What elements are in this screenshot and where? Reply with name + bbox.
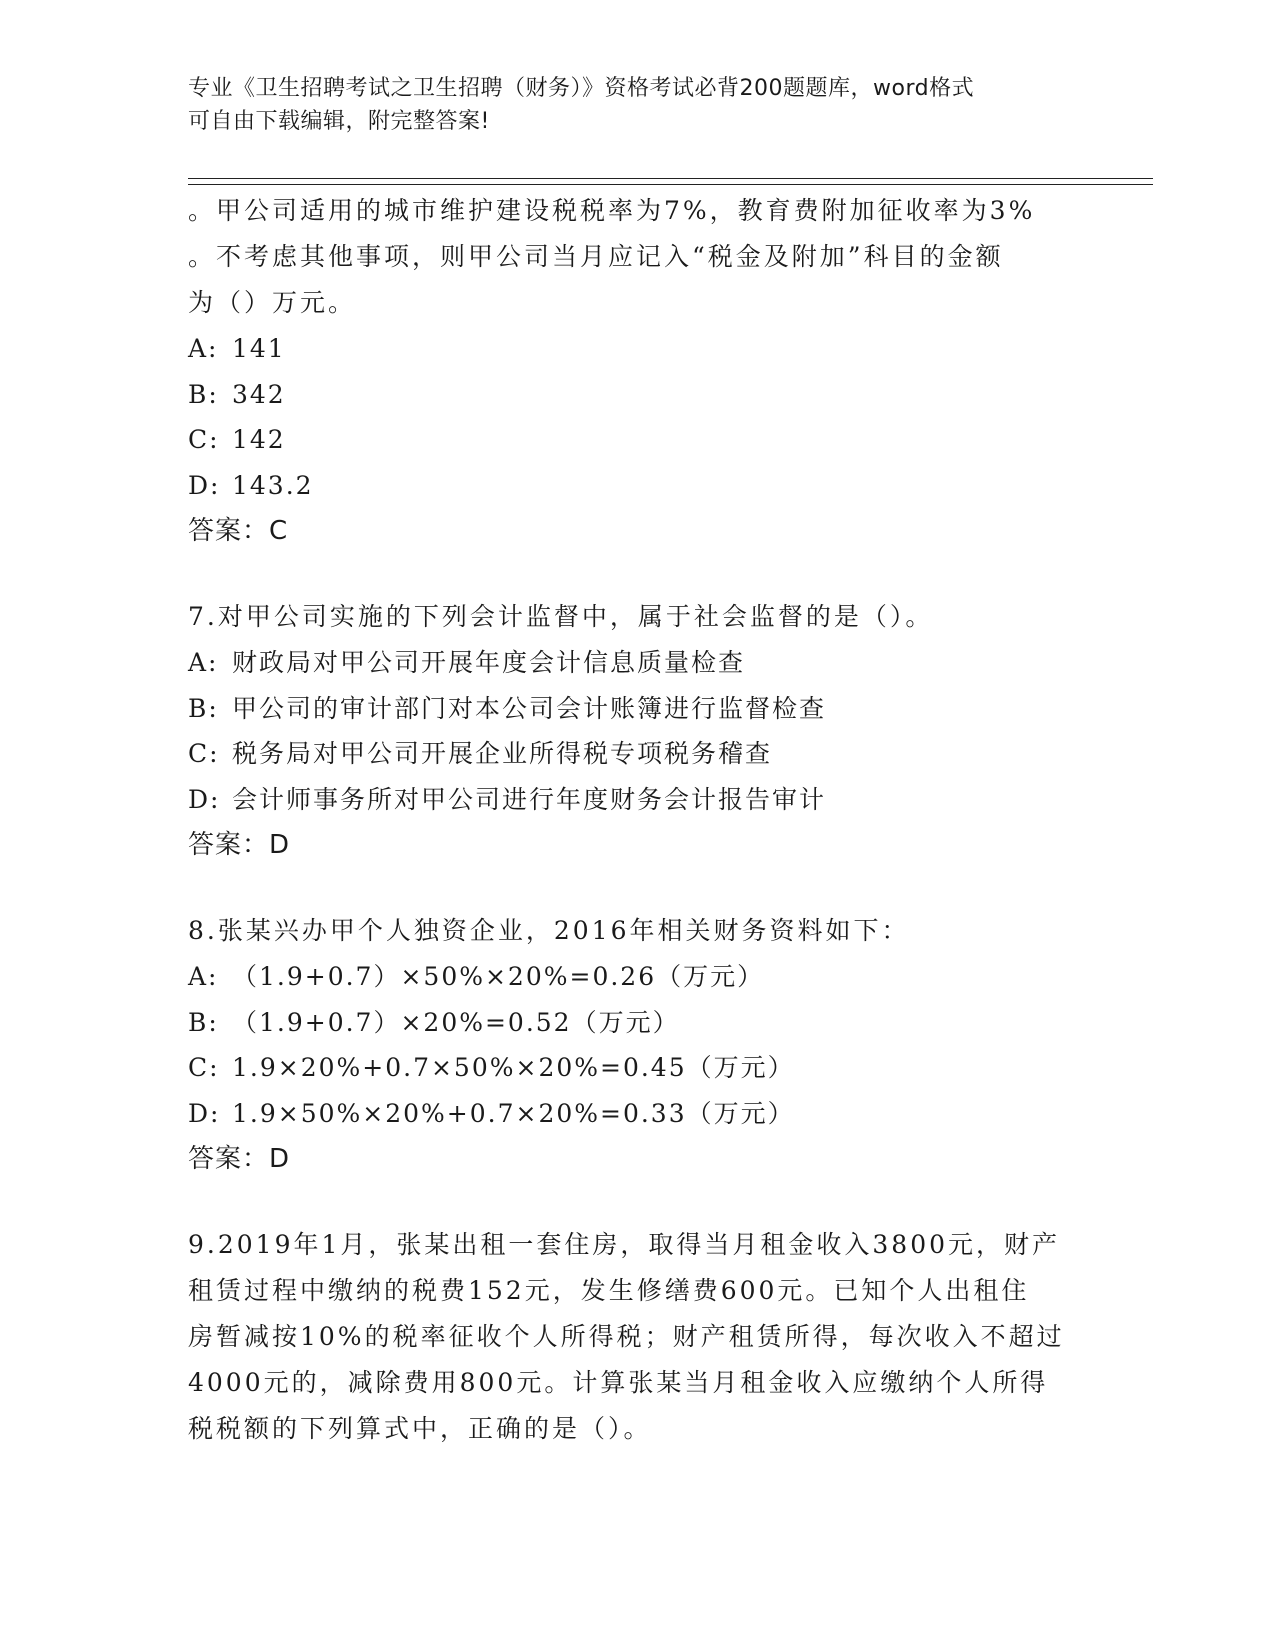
option-text: 142: [232, 425, 286, 454]
question-stem-line: 税税额的下列算式中，正确的是（）。: [188, 1414, 652, 1443]
header-title-line-2: 可自由下载编辑，附完整答案!: [188, 109, 490, 134]
question-stem-line: 租赁过程中缴纳的税费152元，发生修缮费600元。已知个人出租住: [188, 1276, 1030, 1305]
option-key: C:: [188, 425, 220, 454]
option-key: D:: [188, 784, 221, 814]
option-key: B:: [188, 379, 219, 409]
header-title-line-1: 专业《卫生招聘考试之卫生招聘（财务）》资格考试必背200题题库，word格式: [188, 76, 975, 101]
option-key: D:: [188, 1098, 221, 1128]
question-9: [188, 1222, 1088, 1452]
option-c: [188, 1045, 1088, 1091]
answer-line: 答案：D: [188, 830, 291, 860]
option-text: 1.9×50%×20%+0.7×20%=0.33（万元）: [232, 1098, 795, 1128]
answer-line: 答案：D: [188, 1144, 291, 1174]
header-divider-top: [188, 178, 1153, 179]
question-stem-line: 4000元的，减除费用800元。计算张某当月租金收入应缴纳个人所得: [188, 1368, 1049, 1397]
question-stem-line: 为（）万元。: [188, 288, 357, 317]
option-b: [188, 372, 1088, 418]
option-a: [188, 954, 1088, 1000]
option-key: B:: [188, 693, 219, 723]
question-stem-line: 9.2019年1月，张某出租一套住房，取得当月租金收入3800元，财产: [188, 1230, 1061, 1259]
option-c: [188, 417, 1088, 463]
option-b: [188, 686, 1088, 732]
question-stem-line: 房暂减按10%的税率征收个人所得税；财产租赁所得，每次收入不超过: [188, 1322, 1065, 1351]
option-text: 1.9×20%+0.7×50%×20%=0.45（万元）: [232, 1053, 795, 1082]
document-header: [188, 72, 1088, 138]
option-b: [188, 1000, 1088, 1046]
option-text: 会计师事务所对甲公司进行年度财务会计报告审计: [232, 784, 827, 814]
option-a: [188, 326, 1088, 372]
answer-line: 答案：C: [188, 516, 289, 546]
option-text: 143.2: [232, 470, 314, 500]
option-a: [188, 640, 1088, 686]
option-d: [188, 1091, 1088, 1137]
option-key: C:: [188, 739, 220, 768]
option-text: （1.9+0.7）×20%=0.52（万元）: [232, 1007, 680, 1037]
option-c: [188, 731, 1088, 777]
header-divider-bottom: [188, 184, 1153, 185]
question-stem-line: 8.张某兴办甲个人独资企业，2016年相关财务资料如下：: [188, 916, 910, 945]
option-key: A:: [188, 334, 219, 363]
option-text: （1.9+0.7）×50%×20%=0.26（万元）: [232, 962, 765, 991]
option-text: 342: [232, 379, 286, 409]
question-stem-line: 。不考虑其他事项，则甲公司当月应记入“税金及附加”科目的金额: [188, 242, 1004, 271]
option-key: D:: [188, 470, 221, 500]
option-text: 税务局对甲公司开展企业所得税专项税务稽查: [232, 739, 773, 768]
question-stem-line: 。甲公司适用的城市维护建设税税率为7%，教育费附加征收率为3%: [188, 196, 1036, 225]
option-key: C:: [188, 1053, 220, 1082]
question-8: [188, 908, 1088, 1182]
question-6: [188, 188, 1088, 554]
question-7: [188, 594, 1088, 868]
option-d: [188, 777, 1088, 823]
option-key: A:: [188, 962, 219, 991]
option-text: 141: [232, 334, 286, 363]
option-key: B:: [188, 1007, 219, 1037]
option-d: [188, 463, 1088, 509]
option-text: 甲公司的审计部门对本公司会计账簿进行监督检查: [232, 693, 827, 723]
document-body: [188, 188, 1088, 1452]
option-text: 财政局对甲公司开展年度会计信息质量检查: [232, 648, 746, 677]
question-stem-line: 7.对甲公司实施的下列会计监督中，属于社会监督的是（）。: [188, 602, 934, 631]
option-key: A:: [188, 648, 219, 677]
